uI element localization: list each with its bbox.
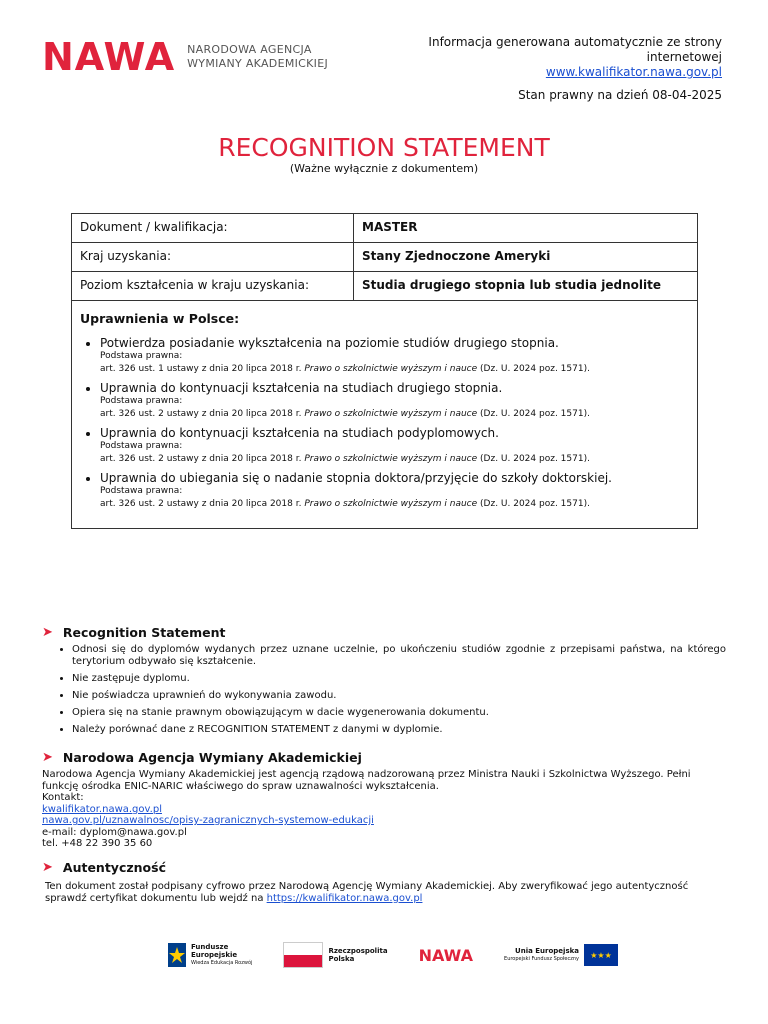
fe-line-2: Europejskie bbox=[191, 951, 238, 959]
legal-basis-label: Podstawa prawna: bbox=[100, 486, 183, 496]
row-value: Stany Zjednoczone Ameryki bbox=[362, 249, 551, 263]
page-title: RECOGNITION STATEMENT bbox=[218, 133, 550, 162]
fe-line-1: Fundusze bbox=[191, 943, 229, 951]
logo-line-1: NARODOWA AGENCJA bbox=[187, 43, 312, 56]
rp-line-2: Polska bbox=[328, 955, 355, 963]
recognition-list bbox=[42, 644, 726, 736]
rights-in-poland bbox=[72, 301, 697, 528]
eu-flag-icon: ★★★ bbox=[584, 944, 618, 966]
legal-basis: art. 326 ust. 2 ustawy z dnia 20 lipca 2018 r. Prawo o szkolnictwie wyższym i nauce (Dz. U. 2024 poz. 1571). bbox=[100, 409, 590, 419]
list-item: • Nie poświadcza uprawnień do wykonywania zawodu. bbox=[72, 690, 726, 702]
rzeczpospolita-logo bbox=[283, 942, 387, 968]
table-row bbox=[72, 243, 697, 272]
recognition-heading: Recognition Statement bbox=[62, 625, 226, 640]
header-info-link[interactable]: www.kwalifikator.nawa.gov.pl bbox=[545, 65, 722, 79]
right-text: Potwierdza posiadanie wykształcenia na poziomie studiów drugiego stopnia. bbox=[100, 336, 559, 350]
nawa-footer-logo: NAWA bbox=[418, 945, 473, 965]
row-value: Studia drugiego stopnia lub studia jednolite bbox=[362, 278, 662, 292]
header-info bbox=[392, 35, 722, 80]
legal-basis: art. 326 ust. 2 ustawy z dnia 20 lipca 2018 r. Prawo o szkolnictwie wyższym i nauce (Dz. U. 2024 poz. 1571). bbox=[100, 454, 590, 464]
agency-description: Narodowa Agencja Wymiany Akademickiej jest agencją rządową nadzorowaną przez Ministra Nauki i Szkolnictwa Wyższego. Pełni funkcję ośrodka ENIC-NARIC właściwego do spraw uznawalności wykształcenia. bbox=[42, 769, 691, 792]
authenticity-section bbox=[42, 860, 726, 904]
contact-label: Kontakt: bbox=[42, 792, 84, 803]
section-heading bbox=[42, 625, 726, 640]
table-row bbox=[72, 272, 697, 301]
list-item: • Opiera się na stanie prawnym obowiązującym w dacie wygenerowania dokumentu. bbox=[72, 707, 726, 719]
eu-line-2: Europejski Fundusz Społeczny bbox=[504, 956, 579, 962]
recognition-section bbox=[42, 625, 726, 741]
row-label: Poziom kształcenia w kraju uzyskania: bbox=[72, 272, 354, 300]
authenticity-body bbox=[42, 881, 726, 904]
authenticity-text: Ten dokument został podpisany cyfrowo przez Narodową Agencję Wymiany Akademickiej. Aby zweryfikować jego autentyczność sprawdź certyfikat dokumentu lub wejdź na bbox=[45, 881, 689, 904]
list-item bbox=[100, 426, 689, 466]
agency-heading: Narodowa Agencja Wymiany Akademickiej bbox=[62, 750, 362, 765]
legal-basis-label: Podstawa prawna: bbox=[100, 441, 183, 451]
list-item: • Odnosi się do dyplomów wydanych przez uznane uczelnie, po ukończeniu studiów zgodnie z przepisami państwa, na którego terytorium odbywało się kształcenie. bbox=[72, 644, 726, 668]
contact-email: e-mail: dyplom@nawa.gov.pl bbox=[42, 826, 187, 838]
funding-logos bbox=[168, 938, 618, 972]
qualification-table bbox=[71, 213, 698, 529]
agency-body bbox=[42, 769, 726, 850]
eu-line-1: Unia Europejska bbox=[515, 947, 579, 955]
list-item bbox=[100, 381, 689, 421]
education-systems-link[interactable]: nawa.gov.pl/uznawalnosc/opisy-zagranicznych-systemow-edukacji bbox=[42, 815, 374, 826]
list-item: • Nie zastępuje dyplomu. bbox=[72, 673, 726, 685]
eu-logo bbox=[504, 944, 618, 966]
header-info-text: Informacja generowana automatycznie ze strony internetowej bbox=[428, 35, 722, 64]
fundusze-europejskie-logo bbox=[168, 943, 252, 967]
legal-state-date: Stan prawny na dzień 08-04-2025 bbox=[518, 88, 722, 102]
table-row bbox=[72, 214, 697, 243]
legal-basis-label: Podstawa prawna: bbox=[100, 396, 183, 406]
right-text: Uprawnia do kontynuacji kształcenia na studiach podyplomowych. bbox=[100, 426, 499, 440]
legal-basis-label: Podstawa prawna: bbox=[100, 351, 183, 361]
page-subtitle: (Ważne wyłącznie z dokumentem) bbox=[289, 162, 479, 175]
rp-line-1: Rzeczpospolita bbox=[328, 947, 388, 955]
right-text: Uprawnia do kontynuacji kształcenia na studiach drugiego stopnia. bbox=[100, 381, 503, 395]
logo-line-2: WYMIANY AKADEMICKIEJ bbox=[187, 57, 328, 70]
section-heading bbox=[42, 750, 726, 765]
polish-flag-icon bbox=[283, 942, 323, 968]
chevron-right-icon: ➤ bbox=[42, 750, 53, 765]
list-item bbox=[100, 471, 689, 511]
legal-basis: art. 326 ust. 2 ustawy z dnia 20 lipca 2018 r. Prawo o szkolnictwie wyższym i nauce (Dz. U. 2024 poz. 1571). bbox=[100, 499, 590, 509]
fe-line-3: Wiedza Edukacja Rozwój bbox=[191, 960, 253, 966]
row-label: Dokument / kwalifikacja: bbox=[72, 214, 354, 242]
nawa-logo-text bbox=[187, 43, 328, 71]
kwalifikator-link[interactable]: kwalifikator.nawa.gov.pl bbox=[42, 803, 162, 815]
agency-section bbox=[42, 750, 726, 850]
authenticity-heading: Autentyczność bbox=[62, 860, 166, 875]
row-value: MASTER bbox=[362, 220, 418, 234]
legal-basis: art. 326 ust. 1 ustawy z dnia 20 lipca 2018 r. Prawo o szkolnictwie wyższym i nauce (Dz. U. 2024 poz. 1571). bbox=[100, 364, 590, 374]
nawa-logo bbox=[42, 35, 328, 79]
list-item: • Należy porównać dane z RECOGNITION STATEMENT z danymi w dyplomie. bbox=[72, 724, 726, 736]
row-label: Kraj uzyskania: bbox=[72, 243, 354, 271]
contact-phone: tel. +48 22 390 35 60 bbox=[42, 838, 153, 849]
right-text: Uprawnia do ubiegania się o nadanie stopnia doktora/przyjęcie do szkoły doktorskiej. bbox=[100, 471, 612, 485]
nawa-logo-mark: NAWA bbox=[42, 35, 176, 79]
star-icon bbox=[168, 943, 186, 967]
rights-list bbox=[80, 336, 689, 511]
rights-title: Uprawnienia w Polsce: bbox=[80, 311, 240, 326]
section-heading bbox=[42, 860, 726, 875]
verification-link[interactable]: https://kwalifikator.nawa.gov.pl bbox=[266, 892, 423, 904]
chevron-right-icon: ➤ bbox=[42, 625, 53, 640]
list-item bbox=[100, 336, 689, 376]
chevron-right-icon: ➤ bbox=[42, 860, 53, 875]
